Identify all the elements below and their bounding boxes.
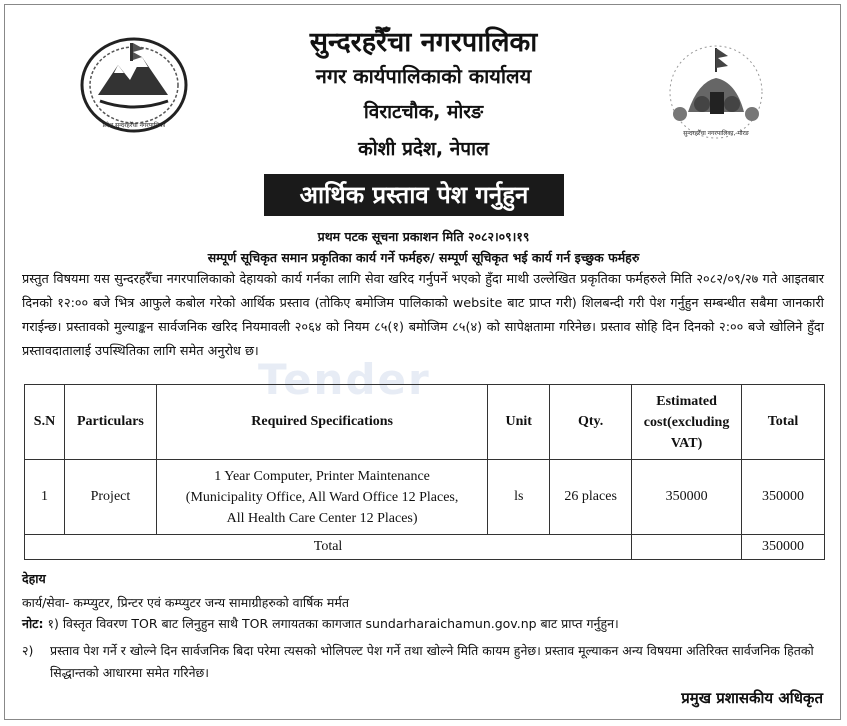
notice-banner: आर्थिक प्रस्ताव पेश गर्नुहुन: [264, 174, 564, 216]
table-header-row: [25, 385, 825, 460]
col-particulars: Particulars: [64, 385, 156, 460]
table-row: [25, 460, 825, 535]
municipality-title: सुन्दरहरैँचा नगरपालिका: [309, 27, 538, 58]
schedule-heading: देहाय: [22, 571, 46, 586]
office-address: विराटचौक, मोरङ: [363, 101, 484, 123]
note-1: नोट: १) विस्तृत विवरण TOR बाट लिनुहुन साथै TOR लगायतका कागजात sundarharaichamun.gov.np बाट प्राप्त गर्नुहुन।: [22, 616, 619, 631]
col-qty: Qty.: [550, 385, 632, 460]
publish-date: प्रथम पटक सूचना प्रकाशन मिति २०८२।०९।१९: [317, 229, 530, 244]
cell-specs: 1 Year Computer, Printer Maintenance (Municipality Office, All Ward Office 12 Places, All Health Care Center 12 Places): [156, 460, 487, 535]
cell-cost: 350000: [632, 460, 742, 535]
work-description: कार्य/सेवा- कम्प्युटर, प्रिन्टर एवं कम्प्युटर जन्य सामाग्रीहरुको वार्षिक मर्मत: [22, 595, 349, 610]
bid-table: [24, 384, 825, 560]
province-country: कोशी प्रदेश, नेपाल: [358, 138, 489, 160]
total-empty-cell: [632, 535, 742, 560]
grand-total: 350000: [742, 535, 825, 560]
table-total-row: [25, 535, 825, 560]
watermark: Tender: [258, 355, 431, 404]
cell-unit: ls: [488, 460, 550, 535]
cell-total: 350000: [742, 460, 825, 535]
note-2: २) प्रस्ताव पेश गर्ने र खोल्ने दिन सार्वजनिक बिदा परेमा त्यसको भोलिपल्ट पेश गर्ने तथा खोल्ने मिति कायम हुनेछ। प्रस्ताव मूल्याकन अन्य विषयमा अतिरिक्त सार्वजनिक हितको सिद्धान्तको आधारमा समेत गरिनेछ।: [22, 643, 814, 680]
col-unit: Unit: [488, 385, 550, 460]
svg-text:प्रदेश सुन्दरहरैँचा नगरपालिका: प्रदेश सुन्दरहरैँचा नगरपालिका: [102, 122, 166, 129]
cell-particulars: Project: [64, 460, 156, 535]
col-specs: Required Specifications: [156, 385, 487, 460]
note-label: नोट:: [22, 616, 44, 631]
svg-text:सुन्दरहरैँचा नगरपालिका, मोरङ: सुन्दरहरैँचा नगरपालिका, मोरङ: [683, 130, 749, 137]
total-label: Total: [25, 535, 632, 560]
cell-sn: 1: [25, 460, 65, 535]
col-sn: S.N: [25, 385, 65, 460]
target-audience: सम्पूर्ण सूचिकृत समान प्रकृतिका कार्य गर्ने फर्महरु/ सम्पूर्ण सूचिकृत भई कार्य गर्न इच्छुक फर्महरु: [207, 250, 640, 265]
col-total: Total: [742, 385, 825, 460]
notice-paragraph: प्रस्तुत विषयमा यस सुन्दरहरैँचा नगरपालिकाको देहायको कार्य गर्नका लागि सेवा खरिद गर्नुपर्ने भएको हुँदा माथी उल्लेखित प्रकृतिका फर्महरुले मिति २०८२/०९/२७ गते आइतबार दिनको १२:०० बजे भित्र आफुले कबोल गरेको आर्थिक प्रस्ताव (तोकिए बमोजिम पालिकाको website बाट प्राप्त गरी) शिलबन्दी गरी पेश गर्नुहुन सम्बन्धीत सबैमा जानकारी गराईन्छ। प्रस्तावको मुल्याङ्कन सार्वजनिक खरिद नियमावली २०६४ को नियम ८५(१) बमोजिम ८५(४) को सापेक्षतामा गरिनेछ। प्रस्ताव सोहि दिन दिनको २:०० बजे खोलिने हुँदा प्रस्तावदातालाई उपस्थितिका लागि समेत अनुरोध छ।: [22, 272, 824, 359]
signatory: प्रमुख प्रशासकीय अधिकृत: [681, 689, 823, 707]
office-subtitle: नगर कार्यपालिकाको कार्यालय: [315, 64, 532, 88]
col-estimated-cost: Estimated cost(excluding VAT): [632, 385, 742, 460]
cell-qty: 26 places: [550, 460, 632, 535]
